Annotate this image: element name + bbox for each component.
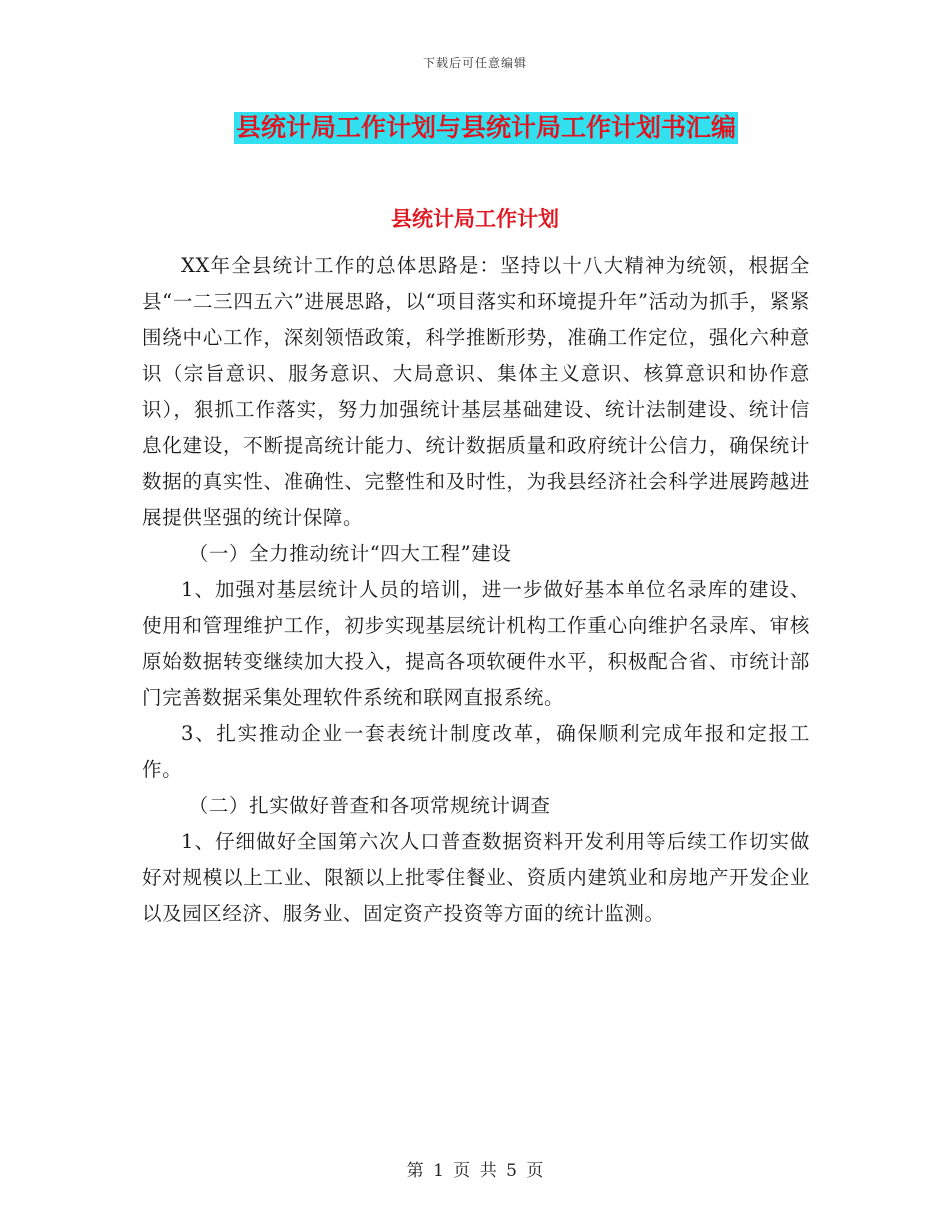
section-title: 县统计局工作计划 [391, 207, 559, 231]
page-number: 第 1 页 共 5 页 [406, 1161, 544, 1181]
subheading-census: （二）扎实做好普查和各项常规统计调查 [188, 794, 551, 817]
document-title: 县统计局工作计划与县统计局工作计划书汇编 [236, 113, 737, 142]
paragraph-census: 1、仔细做好全国第六次人口普查数据资料开发利用等后续工作切实做好对规模以上工业、限额以上批零住餐业、资质内建筑业和房地产开发企业以及园区经济、服务业、固定资产投资等方面的统计监测。 [142, 830, 810, 925]
paragraph-reform: 3、扎实推动企业一套表统计制度改革，确保顺利完成年报和定报工作。 [142, 722, 810, 781]
subheading-four-projects: （一）全力推动统计“四大工程”建设 [188, 542, 512, 565]
paragraph-overview: XX年全县统计工作的总体思路是：坚持以十八大精神为统领，根据全县“一二三四五六”进展思路，以“项目落实和环境提升年”活动为抓手，紧紧围绕中心工作，深刻领悟政策，科学推断形势，准确工作定位，强化六种意识（宗旨意识、服务意识、大局意识、集体主义意识、核算意识和协作意识），狠抓工作落实，努力加强统计基层基础建设、统计法制建设、统计信息化建设，不断提高统计能力、统计数据质量和政府统计公信力，确保统计数据的真实性、准确性、完整性和及时性，为我县经济社会科学进展跨越进展提供坚强的统计保障。 [142, 254, 810, 529]
paragraph-training: 1、加强对基层统计人员的培训，进一步做好基本单位名录库的建设、使用和管理维护工作，初步实现基层统计机构工作重心向维护名录库、审核原始数据转变继续加大投入，提高各项软硬件水平，积极配合省、市统计部门完善数据采集处理软件系统和联网直报系统。 [142, 578, 810, 709]
document-body [142, 248, 810, 932]
header-note: 下载后可任意编辑 [422, 56, 527, 70]
